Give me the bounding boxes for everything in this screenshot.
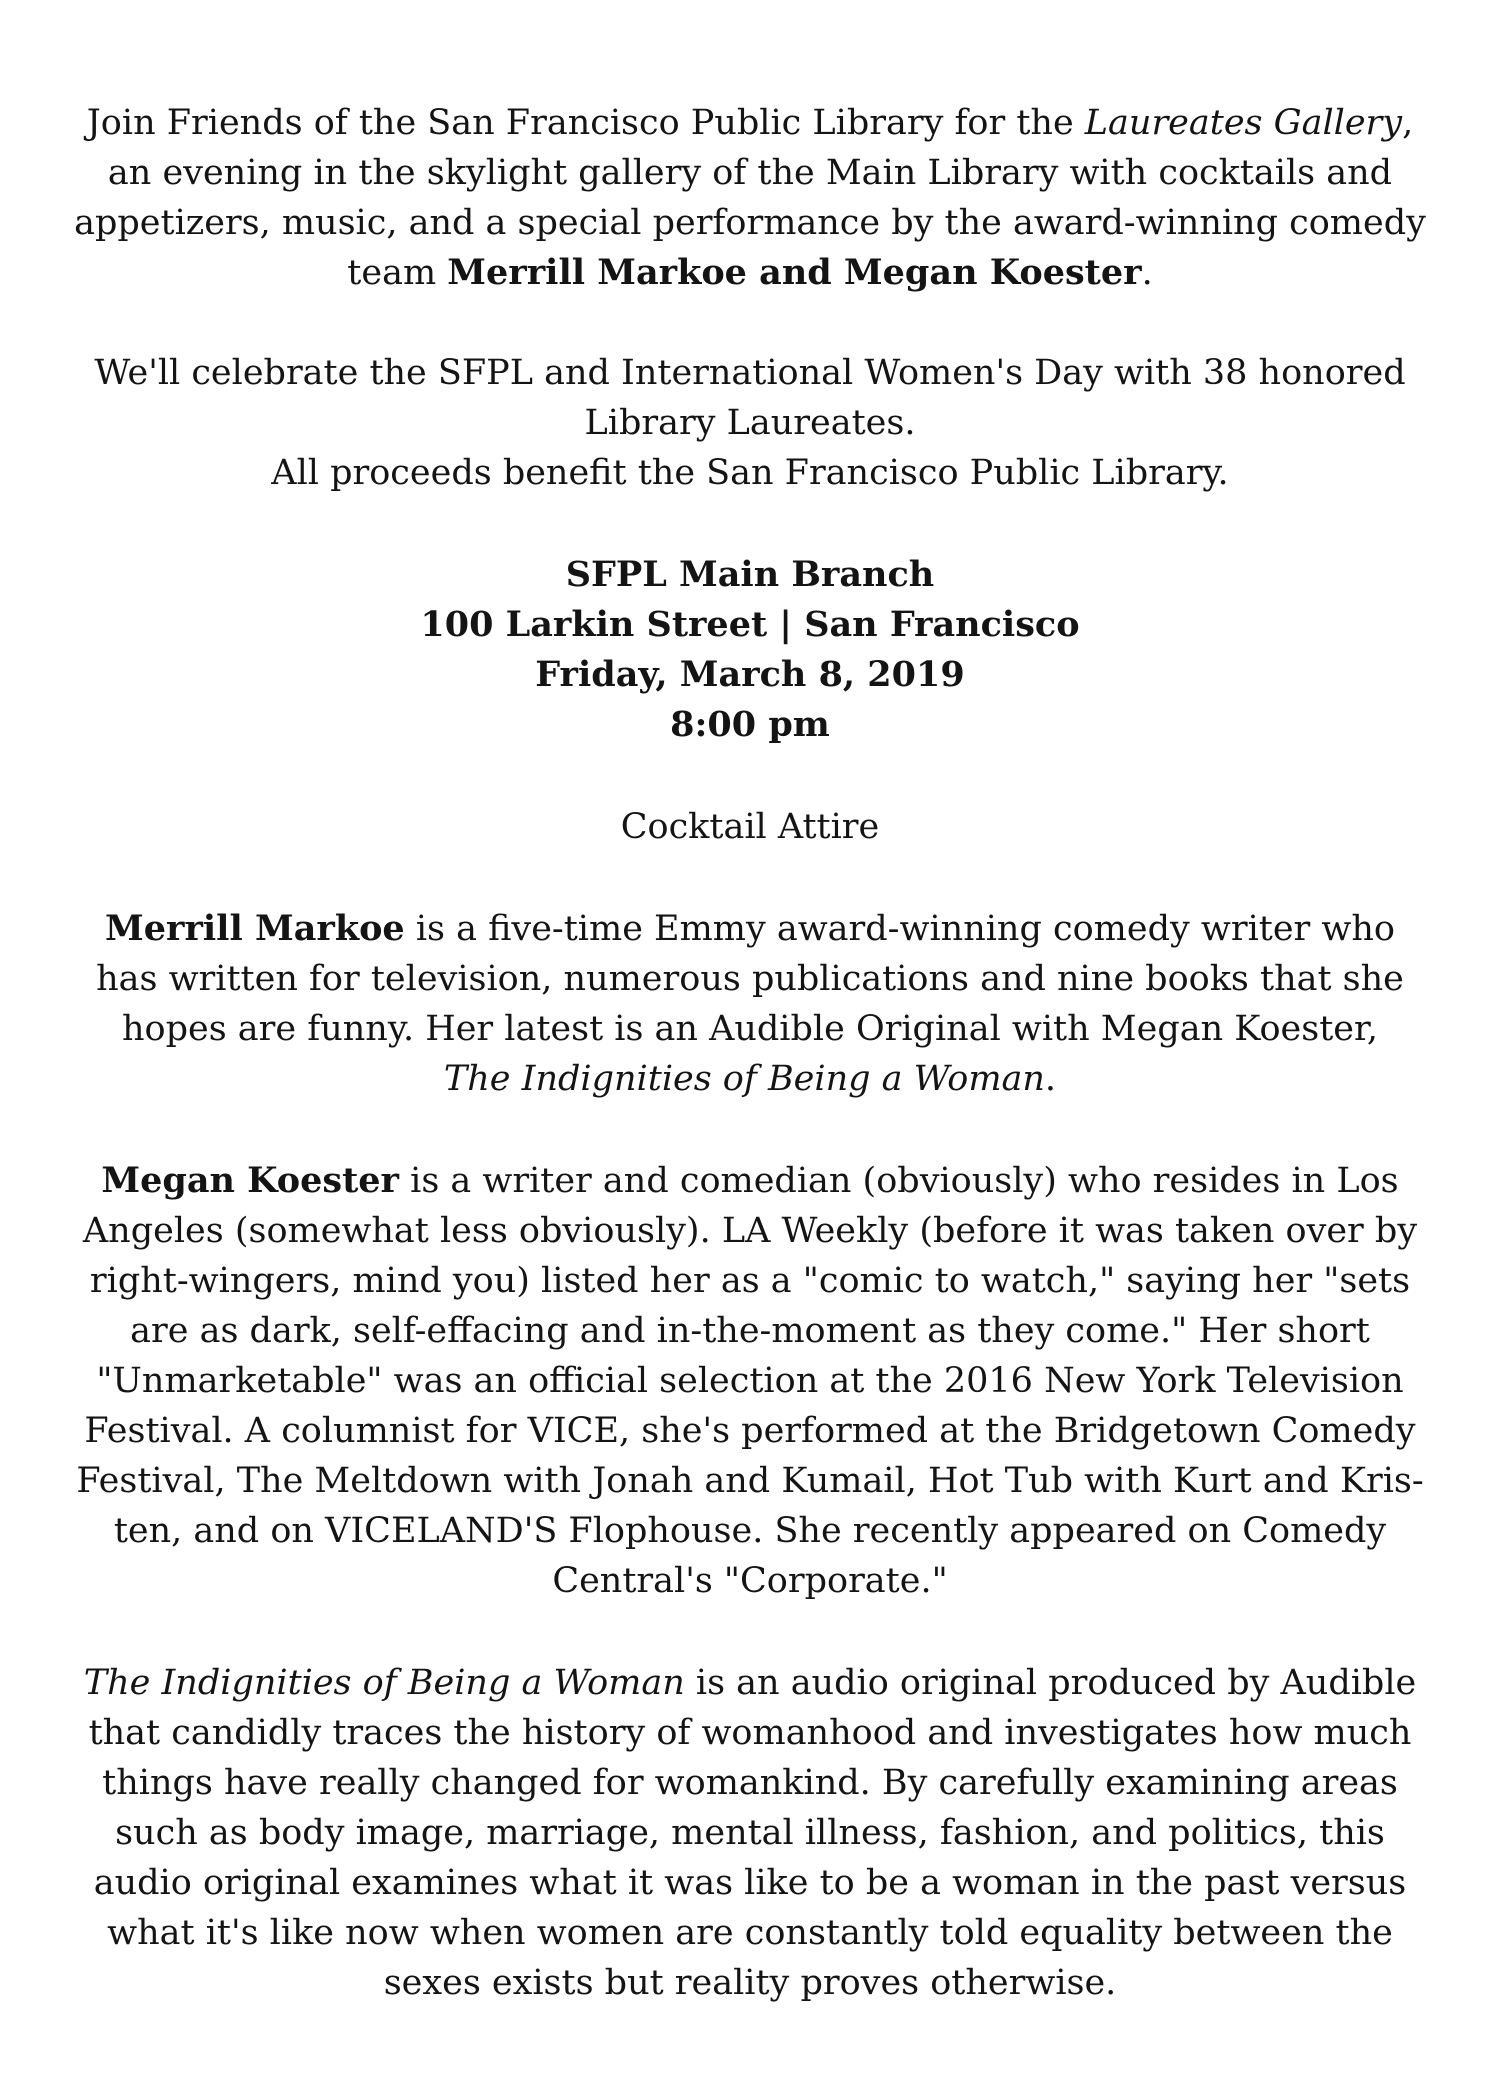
intro-paragraph [70, 98, 1430, 298]
book-description: is an audio original produced by Audible that candidly traces the history of womanhood and investigates how much things have really changed for womankind. By carefully examining areas such as body image, marriage, mental illness, fashion, and politics, this audio original examines what it was like to be a woman in the past versus what it's like now when women are constantly told equality between the sexes exists but reality proves otherwise. [88, 1663, 1417, 2003]
event-date: Friday, March 8, 2019 [535, 654, 965, 695]
event-address: 100 Larkin Street | San Francisco [420, 604, 1080, 645]
intro-text-end: . [1141, 253, 1153, 293]
event-venue: SFPL Main Branch [565, 554, 935, 595]
markoe-book-line [70, 1054, 1430, 1104]
celebration-text: We'll celebrate the SFPL and International Women's Day with 38 honored Library Laureates. [94, 353, 1406, 443]
koester-name: Megan Koester [101, 1160, 399, 1201]
koester-bio-text: is a writer and comedian (obviously) who resides in Los Angeles (somewhat less obviously). LA Weekly (before it was taken over by right-wingers, mind you) listed her as a "comic to watch," saying her "sets are as dark, self-effacing and in-the-moment as they come." Her short "Unmarketable" was an official selection at the 2016 New York Television Festival. A columnist for VICE, she's performed at the Bridgetown Comedy Festival, The Meltdown with Jonah and Kumail, Hot Tub with Kurt and Kris- ten, and on VICELAND'S Flophouse. She recently appeared on Comedy Central's "Corporate." [76, 1161, 1424, 1601]
intro-text-start: Join Friends of the San Francisco Public Library for the [86, 103, 1085, 143]
gallery-title: Laureates Gallery [1084, 103, 1403, 143]
markoe-bio-paragraph [70, 904, 1430, 1104]
markoe-name: Merrill Markoe [105, 908, 405, 949]
event-time: 8:00 pm [670, 704, 830, 745]
markoe-book-end: . [1044, 1059, 1057, 1099]
markoe-book-title: The Indignities of Being a Woman [443, 1059, 1045, 1099]
intro-text-middle: , an evening in the skylight gallery of the Main Library with cocktails and appetizers, music, and a special performance by the award-winning comedy team [74, 103, 1426, 293]
markoe-bio [70, 904, 1430, 1054]
attire-note: Cocktail Attire [620, 807, 880, 847]
markoe-bio-text: is a five-time Emmy award-winning comedy writer who has written for television, numerous publications and nine books that she hopes are funny. Her latest is an Audible Original with Megan Koester, [96, 909, 1404, 1049]
celebration-paragraph [70, 348, 1430, 498]
proceeds-text: All proceeds benefit the San Francisco Public Library. [271, 453, 1229, 493]
book-title: The Indignities of Being a Woman [83, 1663, 685, 1703]
book-description-paragraph [70, 1658, 1430, 2008]
performer-names: Merrill Markoe and Megan Koester [447, 252, 1142, 293]
koester-bio-paragraph [70, 1156, 1430, 1606]
event-details [70, 550, 1430, 750]
